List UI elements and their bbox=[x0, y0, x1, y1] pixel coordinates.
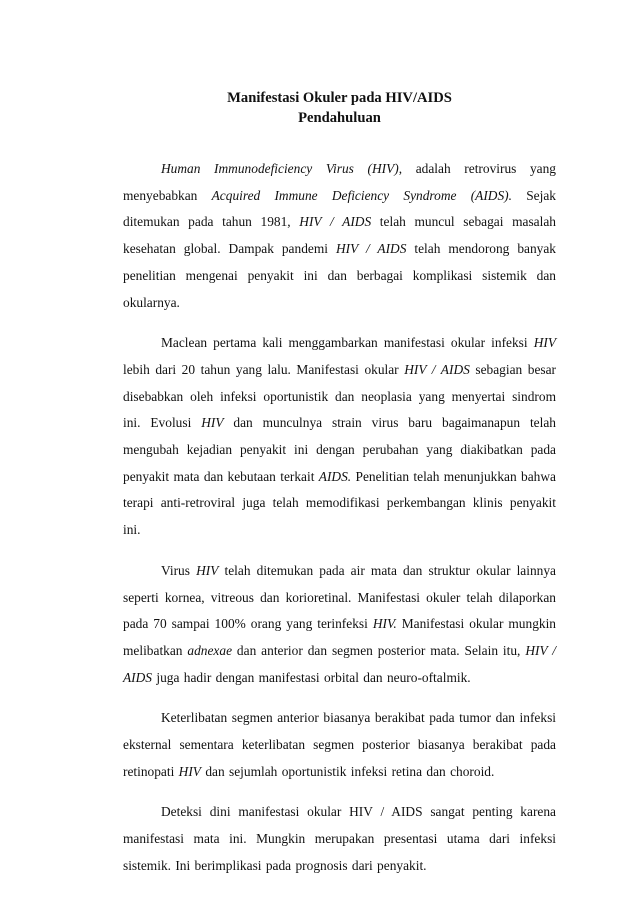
text-run: dan anterior dan segmen posterior mata. Selain itu, bbox=[232, 642, 526, 658]
text-run: Sejak ditemukan pada tahun 1981, bbox=[123, 187, 556, 230]
italic-run: HIV / AIDS bbox=[404, 361, 470, 377]
paragraph bbox=[123, 799, 556, 879]
document-title: Manifestasi Okuler pada HIV/AIDS bbox=[227, 90, 452, 106]
text-run: lebih dari 20 tahun yang lalu. Manifestasi okular bbox=[123, 361, 405, 377]
paragraph bbox=[123, 156, 556, 316]
text-run: juga hadir dengan manifestasi orbital dan neuro-oftalmik. bbox=[152, 669, 471, 685]
italic-run: adnexae bbox=[187, 642, 233, 658]
text-run: Penelitian telah menunjukkan bahwa terapi anti-retroviral juga telah memodifikasi perkembangan klinis penyakit ini. bbox=[123, 468, 556, 538]
text-run: Keterlibatan segmen anterior biasanya berakibat pada tumor dan infeksi eksternal sementara keterlibatan segmen posterior biasanya berakibat pada retinopati bbox=[123, 710, 556, 779]
italic-run: HIV bbox=[178, 763, 201, 779]
text-run: Maclean pertama kali menggambarkan manifestasi okular infeksi bbox=[161, 335, 534, 351]
italic-run: HIV / AIDS bbox=[299, 214, 372, 230]
italic-run: HIV / AIDS bbox=[123, 642, 557, 685]
italic-run: HIV bbox=[201, 415, 224, 431]
italic-run: HIV / AIDS bbox=[335, 241, 407, 257]
italic-run: Acquired Immune Deficiency Syndrome (AIDS). bbox=[211, 187, 512, 203]
italic-run: HIV. bbox=[372, 616, 397, 632]
text-run: Deteksi dini manifestasi okular HIV / AIDS sangat penting karena manifestasi mata ini. Mungkin merupakan presentasi utama dari infeksi sistemik. Ini berimplikasi pada prognosis dari penyakit. bbox=[123, 804, 556, 873]
text-run: dan sejumlah oportunistik infeksi retina dan choroid. bbox=[200, 763, 495, 779]
section-heading: Pendahuluan bbox=[298, 110, 381, 126]
italic-run: HIV bbox=[533, 335, 556, 351]
italic-run: Human Immunodeficiency Virus (HIV) bbox=[161, 161, 399, 176]
text-run: telah mendorong banyak penelitian mengenai penyakit ini dan berbagai komplikasi sistemik dan okularnya. bbox=[123, 241, 556, 310]
document-body bbox=[123, 156, 556, 880]
paragraph bbox=[123, 705, 556, 785]
text-run: Virus bbox=[161, 562, 197, 578]
text-run: telah ditemukan pada air mata dan struktur okular lainnya seperti kornea, vitreous dan korioretinal. Manifestasi okuler telah dilaporkan pada 70 sampai 100% orang yang terinfeksi bbox=[123, 562, 556, 632]
text-run: , adalah retrovirus yang menyebabkan bbox=[123, 161, 557, 203]
italic-run: AIDS. bbox=[318, 468, 352, 484]
text-run: sebagian besar disebabkan oleh infeksi oportunistik dan neoplasia yang menyertai sindrom ini. Evolusi bbox=[123, 361, 557, 431]
text-run: dan munculnya strain virus baru bagaimanapun telah mengubah kejadian penyakit ini dengan perubahan yang diakibatkan pada penyakit mata dan kebutaan terkait bbox=[123, 415, 556, 484]
text-run: telah muncul sebagai masalah kesehatan global. Dampak pandemi bbox=[123, 214, 556, 257]
paragraph bbox=[123, 330, 556, 544]
italic-run: HIV bbox=[196, 562, 219, 578]
paragraph bbox=[123, 558, 556, 692]
text-run: Manifestasi okular mungkin melibatkan bbox=[123, 616, 556, 658]
